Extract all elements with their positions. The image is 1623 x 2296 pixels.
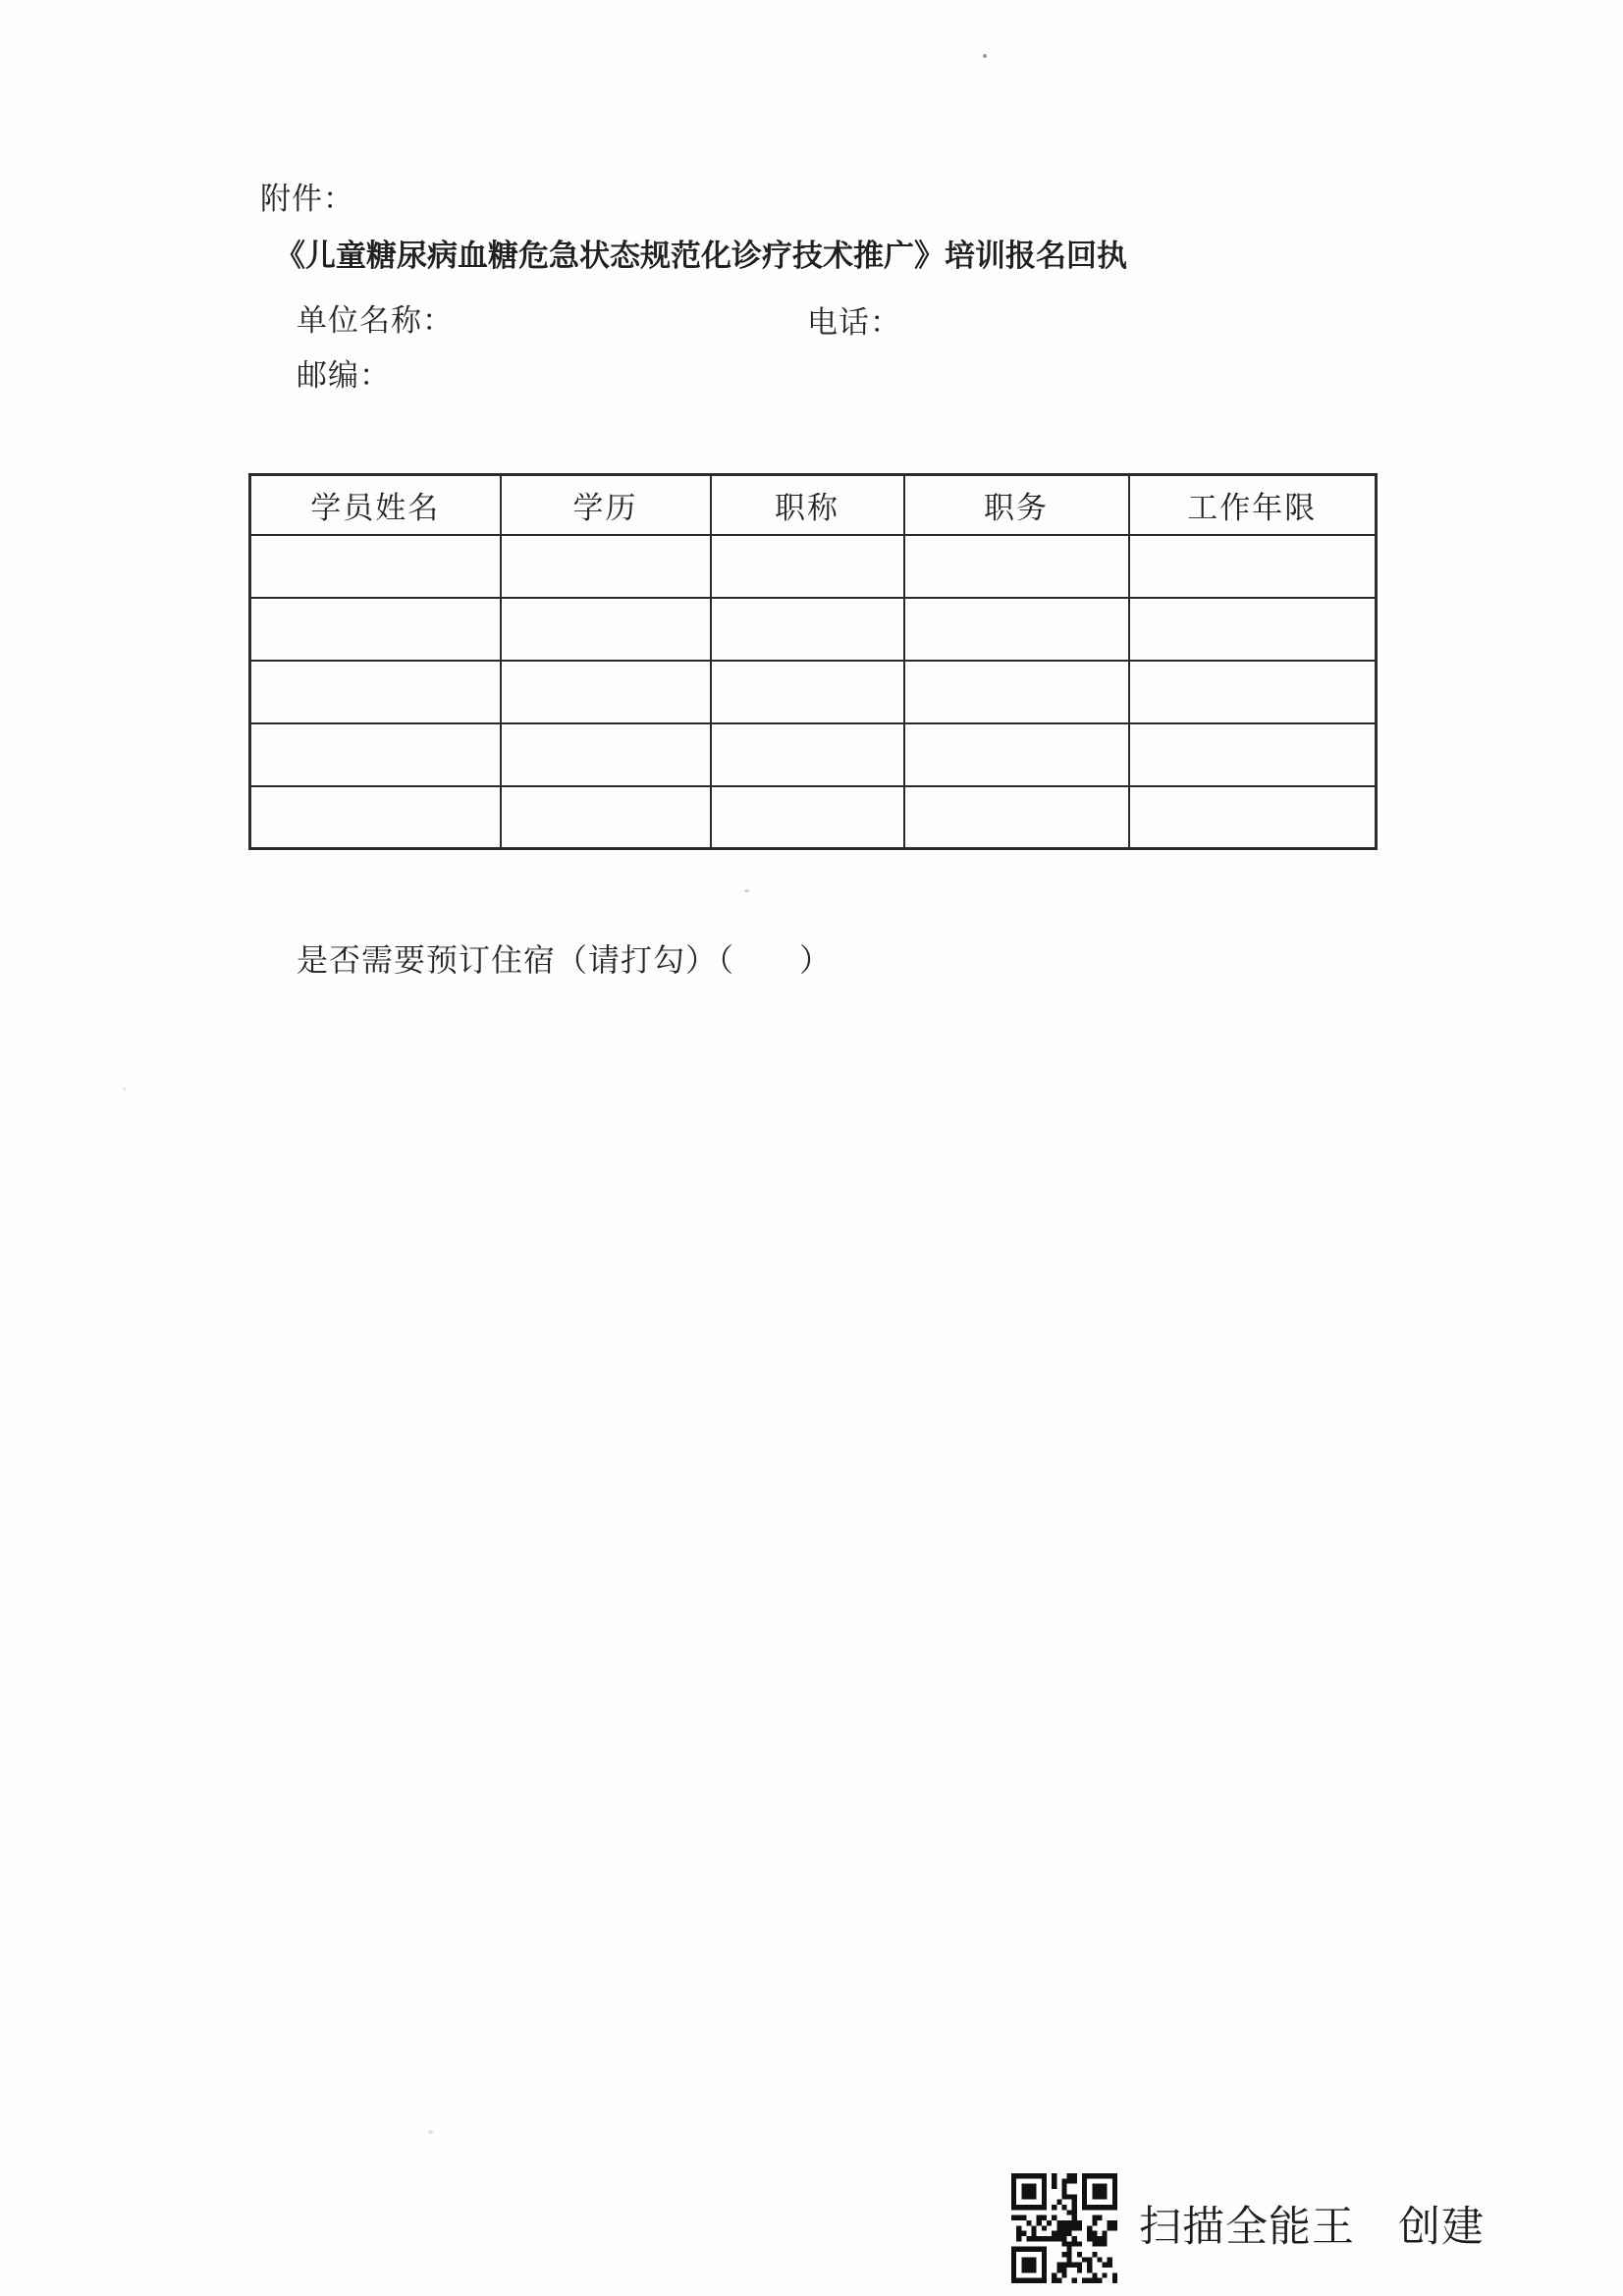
qr-code-icon — [1011, 2173, 1117, 2283]
table-cell — [904, 786, 1129, 849]
table-cell — [904, 723, 1129, 786]
table-cell — [250, 786, 501, 849]
table-header-row — [250, 475, 1377, 535]
header-cell-position: 职务 — [904, 475, 1129, 535]
table-cell — [711, 786, 904, 849]
table-cell — [1129, 786, 1377, 849]
table-cell — [711, 661, 904, 723]
header-cell-education: 学历 — [501, 475, 711, 535]
table-cell — [711, 723, 904, 786]
table-cell — [250, 723, 501, 786]
header-cell-work-years: 工作年限 — [1129, 475, 1377, 535]
table-cell — [250, 535, 501, 598]
unit-name-label: 单位名称： — [297, 303, 454, 338]
header-cell-trainee-name: 学员姓名 — [250, 475, 501, 535]
attachment-label: 附件： — [260, 182, 354, 216]
table-cell — [1129, 661, 1377, 723]
registration-table — [248, 473, 1378, 850]
form-title: 《儿童糖尿病血糖危急状态规范化诊疗技术推广》培训报名回执 — [275, 239, 1127, 273]
table-cell — [1129, 535, 1377, 598]
table-row — [250, 535, 1377, 598]
table-cell — [501, 661, 711, 723]
table-cell — [501, 786, 711, 849]
table-cell — [711, 535, 904, 598]
table-row — [250, 661, 1377, 723]
table-cell — [711, 598, 904, 661]
scan-speck — [428, 2130, 433, 2134]
table-row — [250, 723, 1377, 786]
table-row — [250, 786, 1377, 849]
table-cell — [904, 535, 1129, 598]
table-cell — [904, 661, 1129, 723]
header-cell-professional-title: 职称 — [711, 475, 904, 535]
table-cell — [250, 598, 501, 661]
table-row — [250, 598, 1377, 661]
scan-speck — [744, 889, 749, 892]
table-cell — [904, 598, 1129, 661]
table-cell — [501, 723, 711, 786]
scan-speck — [983, 54, 987, 58]
table-cell — [501, 535, 711, 598]
scan-speck — [123, 1088, 126, 1091]
phone-label: 电话： — [807, 305, 901, 340]
table-cell — [501, 598, 711, 661]
table-cell — [250, 661, 501, 723]
postal-code-label: 邮编： — [297, 358, 391, 393]
camscanner-label: 扫描全能王 创建 — [1139, 2205, 1485, 2251]
accommodation-question: 是否需要预订住宿（请打勾）（ ） — [297, 942, 833, 978]
table-cell — [1129, 598, 1377, 661]
table-cell — [1129, 723, 1377, 786]
